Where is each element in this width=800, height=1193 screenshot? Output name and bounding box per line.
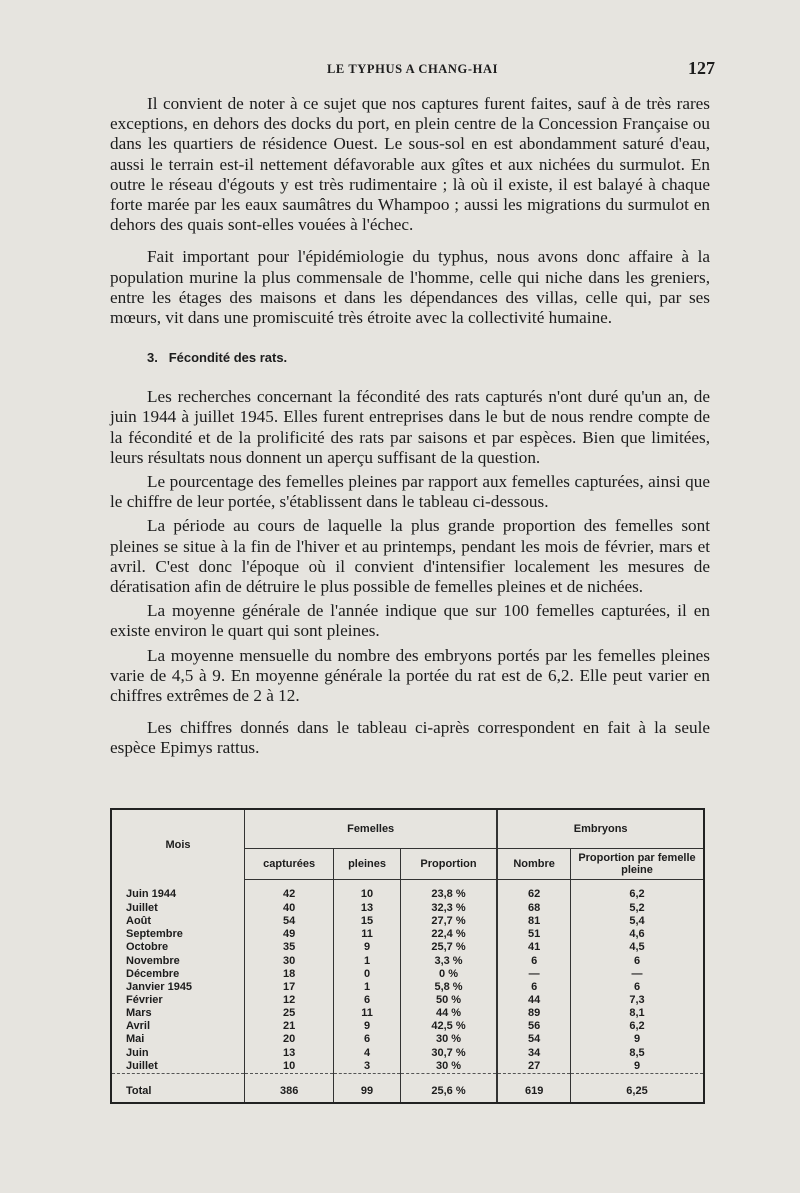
table-row — [112, 955, 703, 968]
cell-pleines: 4 — [334, 1047, 400, 1060]
cell-mois: Avril — [112, 1020, 245, 1033]
page-number: 127 — [688, 58, 715, 78]
cell-pleines: 6 — [334, 994, 400, 1007]
table-row — [112, 1033, 703, 1046]
cell-mois: Juin — [112, 1047, 245, 1060]
cell-capturees: 12 — [283, 993, 296, 1006]
cell-prop-femelle: 4,6 — [571, 928, 704, 941]
cell-prop-femelle: 6,2 — [571, 880, 704, 902]
paragraph: Le pourcentage des femelles pleines par rapport aux femelles capturées, ainsi que le chiffre de leur portée, s'établissent dans le tableau ci-dessous. — [110, 472, 710, 512]
cell-proportion: 32,3 % — [400, 902, 497, 915]
cell-proportion: 3,3 % — [400, 955, 497, 968]
paragraph: Fait important pour l'épidémiologie du typhus, nous avons donc affaire à la population murine la plus commensale de l'homme, celle qui niche dans les greniers, entre les étages des maisons et dans les dépendances des villas, celle qui, par ses mœurs, vit dans une promiscuité très étroite avec la collectivité humaine. — [110, 247, 710, 328]
cell-proportion: 44 % — [400, 1007, 497, 1020]
table-row — [112, 880, 703, 902]
table-total-row — [112, 1074, 703, 1103]
table-row — [112, 941, 703, 954]
cell-capturees: 17 — [283, 980, 296, 993]
header-femelles: Femelles — [245, 810, 498, 849]
cell-capturees: 13 — [283, 1046, 296, 1059]
cell-prop-femelle: 6 — [571, 981, 704, 994]
section-title: Fécondité des rats. — [168, 350, 288, 366]
table-row — [112, 1047, 703, 1060]
cell-capturees: 49 — [283, 928, 296, 941]
total-cell-mois: Total — [112, 1074, 245, 1103]
paragraph: La moyenne mensuelle du nombre des embryons portés par les femelles pleines varie de 4,5 à 9. En moyenne générale la portée du rat est de 6,2. Elle peut varier en chiffres extrêmes de 2 à 12. — [110, 645, 710, 706]
section-heading — [147, 350, 710, 365]
running-header — [110, 58, 715, 84]
running-title: LE TYPHUS A CHANG-HAI — [326, 62, 499, 76]
cell-nombre: 44 — [497, 994, 570, 1007]
cell-prop-femelle: 7,3 — [571, 994, 704, 1007]
paragraph: La moyenne générale de l'année indique que sur 100 femelles capturées, il en existe environ le quart qui sont pleines. — [110, 601, 710, 641]
cell-nombre: — — [497, 968, 570, 981]
table-row — [112, 1007, 703, 1020]
cell-mois: Août — [112, 915, 245, 928]
cell-capturees: 20 — [283, 1033, 296, 1046]
cell-capturees: 21 — [283, 1020, 296, 1033]
cell-pleines: 9 — [334, 1020, 400, 1033]
fecundity-table — [112, 810, 703, 1102]
cell-mois: Décembre — [112, 968, 245, 981]
cell-proportion: 30,7 % — [400, 1047, 497, 1060]
cell-mois: Février — [112, 994, 245, 1007]
cell-capturees: 54 — [283, 915, 296, 928]
cell-prop-femelle: 5,4 — [571, 915, 704, 928]
cell-pleines: 1 — [334, 981, 400, 994]
cell-pleines: 10 — [334, 880, 400, 902]
cell-proportion: 42,5 % — [400, 1020, 497, 1033]
paragraph: La période au cours de laquelle la plus grande proportion des femelles sont pleines se situe à la fin de l'hiver et au printemps, pendant les mois de février, mars et avril. C'est donc l'époque où il convient d'intensifier localement les mesures de dératisation afin de détruire le plus possible de femelles pleines et de nichées. — [110, 516, 710, 597]
cell-capturees: 18 — [283, 967, 296, 980]
cell-prop-femelle: 8,1 — [571, 1007, 704, 1020]
header-mois: Mois — [112, 810, 245, 880]
cell-proportion: 23,8 % — [400, 880, 497, 902]
cell-mois: Mars — [112, 1007, 245, 1020]
table-row — [112, 1060, 703, 1074]
cell-pleines: 15 — [334, 915, 400, 928]
cell-prop-femelle: — — [571, 968, 704, 981]
cell-proportion: 0 % — [400, 968, 497, 981]
paragraph: Il convient de noter à ce sujet que nos captures furent faites, sauf à de très rares exceptions, en dehors des docks du port, en plein centre de la Concession Française ou dans les quartiers de résidence Ouest. Le sous-sol en est abondamment saturé d'eau, aussi le terrain est-il nettement défavorable aux gîtes et aux nichées du surmulot. En outre le réseau d'égouts y est très rudimentaire ; là où il existe, il est balayé à chaque forte marée par les eaux saumâtres du Whampoo ; aussi les migrations du surmulot en dehors des quais sont-elles vouées à l'échec. — [110, 94, 710, 235]
section-number: 3. — [147, 350, 158, 366]
cell-mois: Novembre — [112, 955, 245, 968]
cell-mois: Janvier 1945 — [112, 981, 245, 994]
cell-pleines: 11 — [334, 1007, 400, 1020]
cell-mois: Mai — [112, 1033, 245, 1046]
cell-pleines: 1 — [334, 955, 400, 968]
cell-prop-femelle: 9 — [571, 1060, 704, 1074]
cell-proportion: 27,7 % — [400, 915, 497, 928]
total-cell-pleines: 99 — [334, 1074, 400, 1103]
header-capturees: capturées — [245, 849, 334, 880]
header-embryons: Embryons — [497, 810, 703, 849]
cell-proportion: 30 % — [400, 1033, 497, 1046]
cell-capturees: 35 — [283, 941, 296, 954]
table-row — [112, 928, 703, 941]
cell-nombre: 56 — [497, 1020, 570, 1033]
total-cell-proportion: 25,6 % — [400, 1074, 497, 1103]
cell-nombre: 6 — [497, 981, 570, 994]
cell-nombre: 41 — [497, 941, 570, 954]
cell-nombre: 27 — [497, 1060, 570, 1074]
total-cell-capturees: 386 — [245, 1074, 334, 1103]
cell-mois: Juin 1944 — [112, 880, 245, 902]
cell-mois: Octobre — [112, 941, 245, 954]
cell-pleines: 6 — [334, 1033, 400, 1046]
cell-capturees: 40 — [283, 901, 296, 914]
cell-capturees: 42 — [283, 888, 296, 900]
table-row — [112, 915, 703, 928]
cell-proportion: 25,7 % — [400, 941, 497, 954]
header-pleines: pleines — [334, 849, 400, 880]
cell-mois: Septembre — [112, 928, 245, 941]
cell-proportion: 50 % — [400, 994, 497, 1007]
cell-prop-femelle: 4,5 — [571, 941, 704, 954]
cell-capturees: 25 — [283, 1007, 296, 1020]
table-row — [112, 994, 703, 1007]
cell-nombre: 51 — [497, 928, 570, 941]
cell-nombre: 6 — [497, 955, 570, 968]
table-row — [112, 968, 703, 981]
cell-prop-femelle: 5,2 — [571, 902, 704, 915]
cell-capturees: 30 — [283, 954, 296, 967]
table-row — [112, 1020, 703, 1033]
header-proportion: Proportion — [400, 849, 497, 880]
body-text — [110, 94, 710, 759]
cell-mois: Juillet — [112, 1060, 245, 1074]
cell-proportion: 5,8 % — [400, 981, 497, 994]
cell-pleines: 13 — [334, 902, 400, 915]
cell-prop-femelle: 6,2 — [571, 1020, 704, 1033]
cell-pleines: 0 — [334, 968, 400, 981]
cell-mois: Juillet — [112, 902, 245, 915]
cell-capturees: 10 — [283, 1059, 296, 1072]
table-row — [112, 902, 703, 915]
cell-proportion: 22,4 % — [400, 928, 497, 941]
paragraph: Les chiffres donnés dans le tableau ci-après correspondent en fait à la seule espèce Epimys rattus. — [110, 718, 710, 758]
header-nombre: Nombre — [497, 849, 570, 880]
cell-nombre: 34 — [497, 1047, 570, 1060]
fecundity-table-frame — [110, 808, 705, 1104]
table-body — [112, 880, 703, 1103]
cell-nombre: 68 — [497, 902, 570, 915]
cell-prop-femelle: 8,5 — [571, 1047, 704, 1060]
header-proportion-femelle: Proportion par femelle pleine — [571, 849, 704, 880]
cell-nombre: 54 — [497, 1033, 570, 1046]
total-cell-nombre: 619 — [497, 1074, 570, 1103]
cell-prop-femelle: 6 — [571, 955, 704, 968]
cell-proportion: 30 % — [400, 1060, 497, 1074]
total-cell-prop-femelle: 6,25 — [571, 1074, 704, 1103]
cell-pleines: 11 — [334, 928, 400, 941]
cell-prop-femelle: 9 — [571, 1033, 704, 1046]
table-row — [112, 981, 703, 994]
cell-nombre: 89 — [497, 1007, 570, 1020]
cell-nombre: 62 — [497, 880, 570, 902]
cell-pleines: 9 — [334, 941, 400, 954]
cell-pleines: 3 — [334, 1060, 400, 1074]
paragraph: Les recherches concernant la fécondité des rats capturés n'ont duré qu'un an, de juin 1944 à juillet 1945. Elles furent entreprises dans le but de nous rendre compte de la fécondité et de la prolificité des rats par saisons et par espèces. Bien que limitées, leurs résultats nous donnent un aperçu suffisant de la question. — [110, 387, 710, 467]
cell-nombre: 81 — [497, 915, 570, 928]
